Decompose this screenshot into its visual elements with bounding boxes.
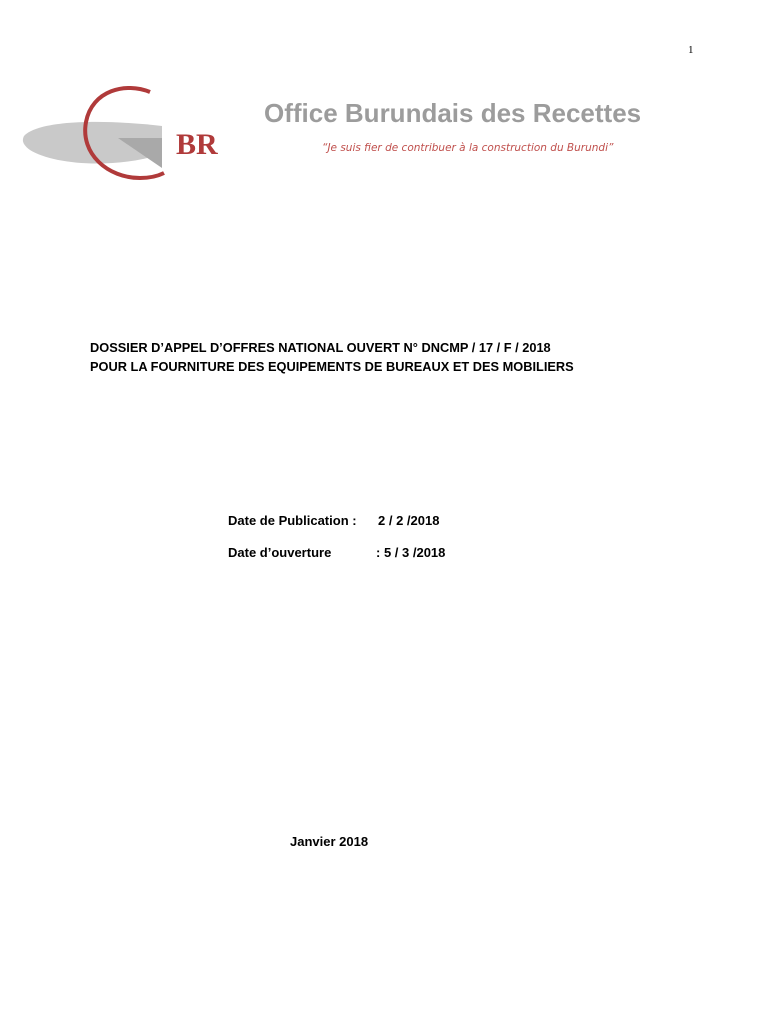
- opening-date-row: [228, 545, 445, 577]
- publication-date-label: Date de Publication :: [228, 513, 357, 528]
- motto: “Je suis fier de contribuer à la construction du Burundi”: [322, 142, 614, 154]
- publication-date-value: 2 / 2 /2018: [378, 513, 440, 528]
- dates-block: [228, 513, 445, 577]
- publication-date-row: [228, 513, 445, 545]
- obr-logo: [22, 78, 252, 188]
- page-number: 1: [688, 44, 694, 56]
- title-line-2: POUR LA FOURNITURE DES EQUIPEMENTS DE BUREAUX ET DES MOBILIERS: [90, 359, 574, 374]
- opening-date-label: Date d’ouverture: [228, 545, 332, 560]
- organization-name: Office Burundais des Recettes: [264, 98, 642, 128]
- title-line-1: DOSSIER D’APPEL D’OFFRES NATIONAL OUVERT N° DNCMP / 17 / F / 2018: [90, 340, 551, 355]
- obr-logo-graphic: [22, 78, 252, 188]
- logo-text: BR: [176, 128, 218, 161]
- document-title: [90, 338, 574, 376]
- opening-date-value: : 5 / 3 /2018: [376, 545, 446, 560]
- issue-date: Janvier 2018: [290, 834, 369, 849]
